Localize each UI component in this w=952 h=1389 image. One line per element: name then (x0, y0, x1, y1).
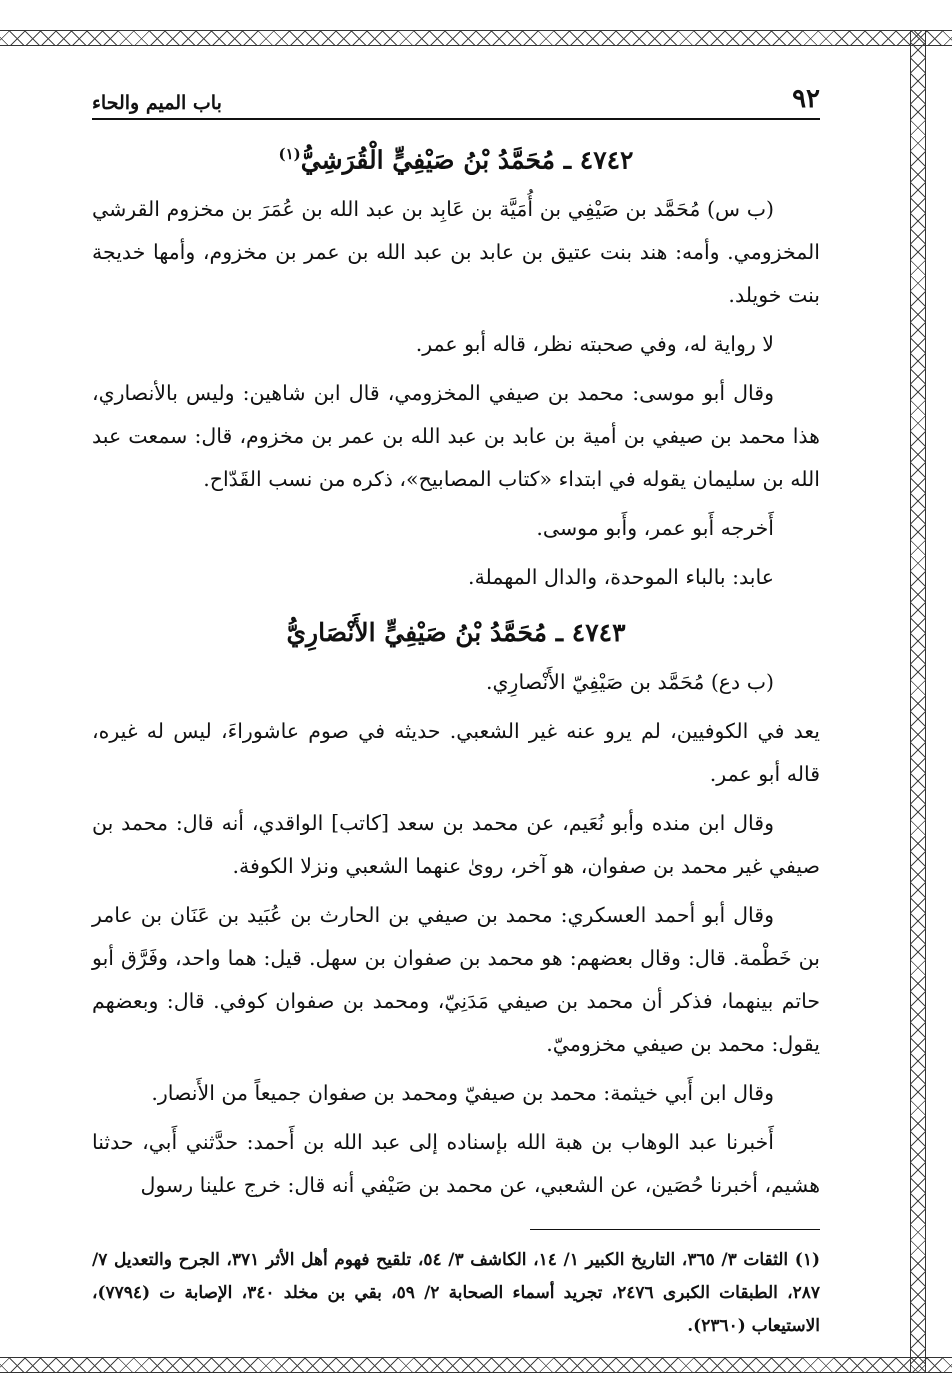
entry-title-text: ٤٧٤٢ ـ مُحَمَّدُ بْنُ صَيْفِيٍّ الْقُرَشِيُّ (300, 145, 634, 175)
entry-4742 (92, 134, 820, 599)
paragraph: وقال أبو موسى: محمد بن صيفي المخزومي، قال ابن شاهين: وليس بالأنصاري، هذا محمد بن صيفي بن أمية بن عابد بن عبد الله بن عمر بن مخزوم، قال: سمعت عبد الله بن سليمان يقوله في ابتداء «كتاب المصابيح»، ذكره من نسب القَدّاح. (92, 381, 820, 492)
page-header (92, 80, 820, 120)
paragraph: يعد في الكوفيين، لم يرو عنه غير الشعبي. حديثه في صوم عاشوراءَ، ليس له غيره، قاله أبو عمر. (92, 719, 820, 787)
paragraph: وقال ابن منده وأبو نُعَيم، عن محمد بن سعد [كاتب] الواقدي، أنه قال: محمد بن صيفي غير محمد بن صفوان، هو آخر، روىٰ عنهما الشعبي ونزلا الكوفة. (92, 811, 820, 879)
paragraph: (ب دع) مُحَمَّد بن صَيْفِيّ الأَنْصارِي. (485, 670, 774, 695)
decorative-border-bottom (0, 1357, 952, 1373)
book-page (92, 80, 820, 1343)
page-number: ٩٢ (792, 84, 820, 114)
entry-title: ٤٧٤٣ ـ مُحَمَّدُ بْنُ صَيْفِيٍّ الأَنْصَارِيُّ (286, 618, 626, 648)
footnote-marker: (١) (278, 145, 301, 163)
paragraph: عابد: بالباء الموحدة، والدال المهملة. (468, 565, 774, 590)
footnote-divider (530, 1229, 820, 1230)
running-title: باب الميم والحاء (92, 92, 222, 114)
paragraph: وقال أبو أحمد العسكري: محمد بن صيفي بن الحارث بن عُبَيد بن عَنَان بن عامر بن خَطْمة. قال: وقال بعضهم: هو محمد بن صفوان بن سهل. قيل: هما واحد، وفَرَّق أبو حاتم بينهما، فذكر أن محمد بن صيفي مَدَنِيّ، ومحمد بن صفوان كوفي. قال: وبعضهم يقول: محمد بن صيفي مخزوميّ. (92, 903, 820, 1057)
paragraph: أَخبرنا عبد الوهاب بن هبة الله بإسناده إلى عبد الله بن أَحمد: حدَّثني أَبي، حدثنا هشيم، أخبرنا حُصَين، عن الشعبي، عن محمد بن صَيْفي أنه قال: خرج علينا رسول (92, 1130, 820, 1198)
entry-title (92, 134, 820, 180)
paragraph: وقال ابن أَبي خيثمة: محمد بن صيفيّ ومحمد بن صفوان جميعاً من الأَنصار. (151, 1081, 774, 1106)
paragraph: (ب س) مُحَمَّد بن صَيْفِي بن أُمَيَّة بن عَابِد بن عبد الله بن عُمَرَ بن مخزوم القرشي المخزومي. وأمه: هند بنت عتيق بن عابد بن عبد الله بن عمر بن مخزوم، وأمها خديجة بنت خويلد. (92, 197, 820, 308)
entry-4743 (92, 613, 820, 1207)
paragraph: لا رواية له، وفي صحبته نظر، قاله أبو عمر. (415, 332, 774, 357)
footnote: (١) الثقات ٣/ ٣٦٥، التاريخ الكبير ١/ ١٤، الكاشف ٣/ ٥٤، تلقيح فهوم أهل الأثر ٣٧١، الجرح والتعديل ٧/ ٢٨٧، الطبقات الكبرى ٢٤٧٦، تجريد أسماء الصحابة ٢/ ٥٩، بقي بن مخلد ٣٤٠، الإصابة ت (٧٧٩٤)، الاستيعاب (٢٣٦٠). (92, 1250, 820, 1337)
decorative-border-right (910, 30, 926, 1373)
decorative-border-top (0, 30, 952, 46)
paragraph: أَخرجه أَبو عمر، وأَبو موسى. (536, 516, 774, 541)
